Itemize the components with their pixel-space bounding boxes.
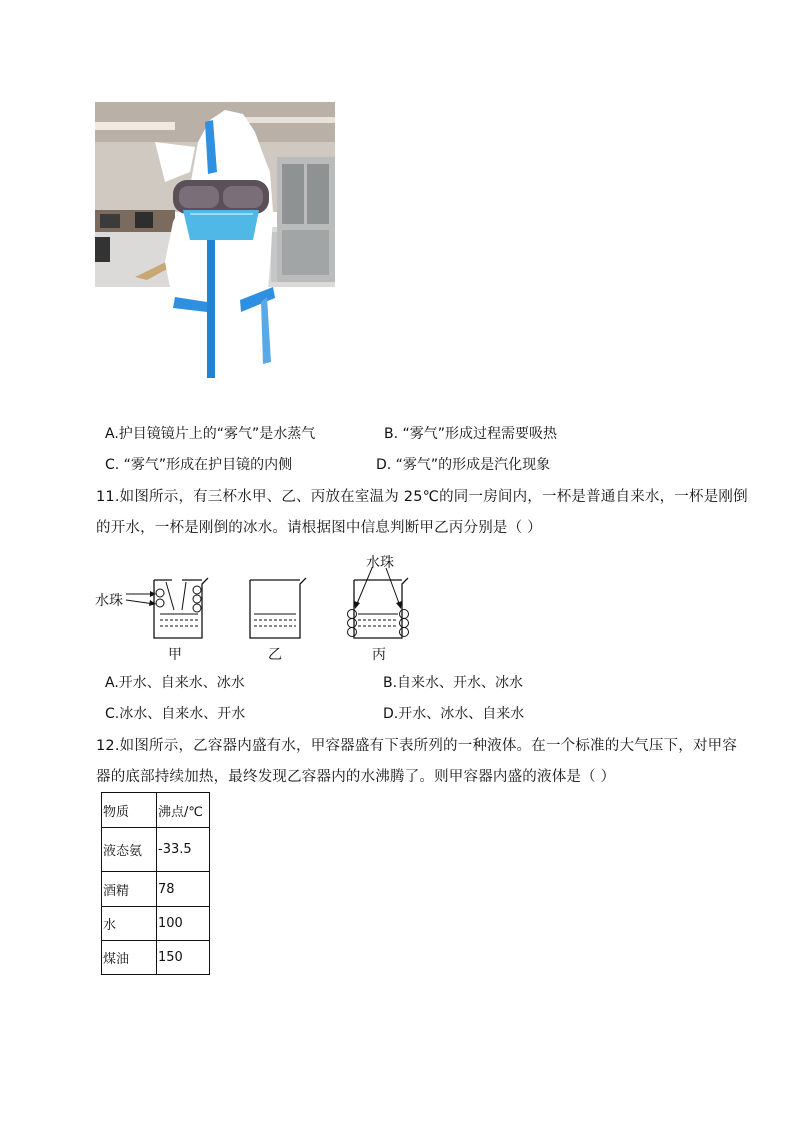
q11-option-a: A.开水、自来水、冰水 — [105, 675, 245, 691]
q10-option-c: C. “雾气”形成在护目镜的内侧 — [105, 457, 293, 473]
table-cell: 150 — [157, 941, 210, 975]
table-row — [102, 872, 210, 907]
beaker-bing — [348, 568, 409, 638]
table-cell: 煤油 — [102, 941, 157, 975]
beaker-jia — [126, 578, 208, 638]
water-drop-label-left: 水珠 — [95, 593, 123, 609]
q10-option-a: A.护目镜镜片上的“雾气”是水蒸气 — [105, 426, 316, 442]
table-header-boiling-point: 沸点/℃ — [157, 793, 210, 828]
table-row — [102, 941, 210, 975]
table-cell: 液态氨 — [102, 828, 157, 872]
water-drop-label-top: 水珠 — [366, 555, 394, 571]
q12-text-line1: 12.如图所示，乙容器内盛有水，甲容器盛有下表所列的一种液体。在一个标准的大气压下，对甲容 — [96, 738, 738, 754]
table-header-substance: 物质 — [102, 793, 157, 828]
q11-text-line1: 11.如图所示，有三杯水甲、乙、丙放在室温为 25℃的同一房间内，一杯是普通自来水，一杯是刚倒 — [96, 489, 748, 505]
q11-option-b: B.自来水、开水、冰水 — [383, 675, 524, 691]
table-cell: 酒精 — [102, 872, 157, 907]
q11-text-line2: 的开水，一杯是刚倒的冰水。请根据图中信息判断甲乙丙分别是（ ） — [96, 520, 542, 536]
table-cell: 水 — [102, 907, 157, 941]
q11-option-d: D.开水、冰水、自来水 — [383, 706, 525, 722]
q10-option-d: D. “雾气”的形成是汽化现象 — [376, 457, 551, 473]
beaker-label-yi: 乙 — [268, 647, 282, 663]
table-cell: 100 — [157, 907, 210, 941]
table-cell: -33.5 — [157, 828, 210, 872]
beaker-figure — [90, 548, 430, 663]
beaker-label-bing: 丙 — [372, 647, 386, 663]
q10-option-b: B. “雾气”形成过程需要吸热 — [384, 426, 558, 442]
table-row — [102, 828, 210, 872]
q12-text-line2: 器的底部持续加热，最终发现乙容器内的水沸腾了。则甲容器内盛的液体是（ ） — [96, 769, 616, 785]
medical-worker-photo — [95, 102, 335, 378]
table-row — [102, 907, 210, 941]
boiling-point-table — [101, 792, 210, 975]
beaker-label-jia: 甲 — [168, 647, 182, 663]
q11-option-c: C.冰水、自来水、开水 — [105, 706, 246, 722]
beaker-yi — [250, 578, 306, 638]
table-cell: 78 — [157, 872, 210, 907]
